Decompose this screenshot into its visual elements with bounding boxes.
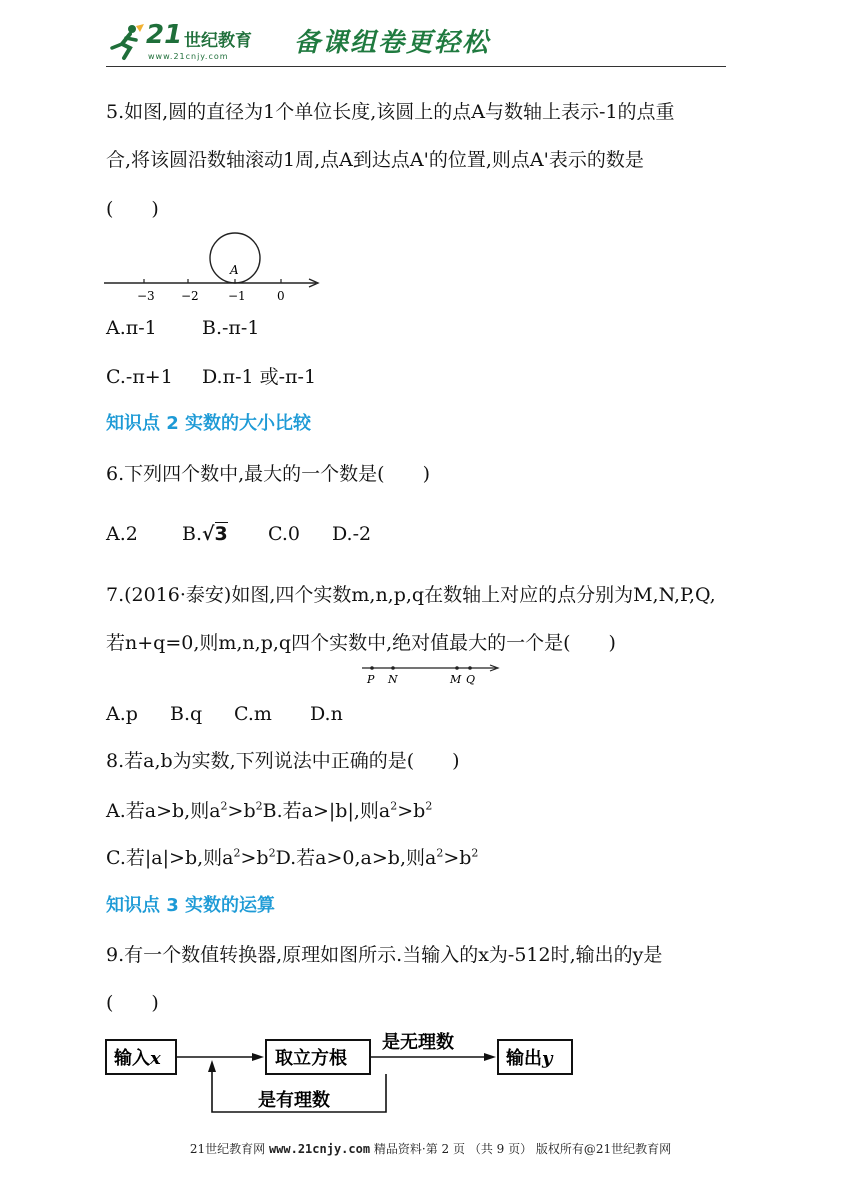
page-header <box>106 18 726 70</box>
footer-site-name: 21世纪教育网 <box>189 1142 266 1156</box>
q6-option-b[interactable] <box>182 522 268 546</box>
q6-option-a[interactable]: A.2 <box>106 523 138 545</box>
q6-option-d[interactable]: D.-2 <box>332 523 372 545</box>
knowledge-point-3-heading: 知识点 3 实数的运算 <box>106 895 276 916</box>
point-m-dot <box>455 666 459 670</box>
footer-page-info: 精品资料·第 2 页 （共 9 页） 版权所有@21世纪教育网 <box>373 1142 672 1156</box>
point-n-dot <box>391 666 395 670</box>
q8-option-b-text: B.若a>|b|,则a <box>262 800 391 822</box>
logo-url: www.21cnjy.com <box>148 52 229 61</box>
q5-options-row2 <box>106 365 316 389</box>
exponent: 2 <box>471 846 479 860</box>
cube-root-label: 取立方根 <box>275 1048 347 1069</box>
q8-option-c-rhs: >b <box>240 847 269 869</box>
arrow-head-icon <box>208 1060 216 1072</box>
q7-stem-line2: 若n+q=0,则m,n,p,q四个实数中,绝对值最大的一个是( ) <box>106 632 616 654</box>
exponent: 2 <box>233 846 241 860</box>
q5-option-a[interactable]: A.π-1 <box>106 317 157 339</box>
q8-option-a-text: A.若a>b,则a <box>106 800 221 822</box>
rational-branch-label: 是有理数 <box>258 1090 330 1111</box>
q6-option-c[interactable]: C.0 <box>268 523 300 545</box>
q8-option-a[interactable] <box>106 799 263 823</box>
q8-option-b-rhs: >b <box>397 800 426 822</box>
exponent: 2 <box>425 799 433 813</box>
exponent: 2 <box>220 799 228 813</box>
q7-option-a[interactable]: A.p <box>106 703 138 725</box>
runner-logo-icon <box>106 22 146 62</box>
header-slogan: 备课组卷更轻松 <box>294 28 491 58</box>
q9-stem-line1: 9.有一个数值转换器,原理如图所示.当输入的x为-512时,输出的y是 <box>106 944 663 966</box>
q7-options <box>106 702 343 726</box>
point-a-label: A <box>230 263 239 277</box>
knowledge-point-2-heading: 知识点 2 实数的大小比较 <box>106 413 312 434</box>
tick-label: −3 <box>137 289 155 303</box>
page-footer <box>0 1140 861 1157</box>
q5-option-c[interactable]: C.-π+1 <box>106 366 173 388</box>
point-p-label: P <box>367 673 375 686</box>
tick-label: 0 <box>277 289 285 303</box>
q5-stem-line2: 合,将该圆沿数轴滚动1周,点A到达点A'的位置,则点A'表示的数是 <box>106 149 644 171</box>
q8-option-d-rhs: >b <box>443 847 472 869</box>
logo-number: 21 <box>146 20 183 50</box>
q7-number-line-figure <box>362 660 502 686</box>
q8-options-row2 <box>106 846 478 870</box>
tick-label: −2 <box>181 289 199 303</box>
output-label: 输出y <box>506 1048 553 1069</box>
q6-radicand: 3 <box>214 523 228 545</box>
q8-option-c-text: C.若|a|>b,则a <box>106 847 234 869</box>
exponent: 2 <box>390 799 398 813</box>
q8-stem: 8.若a,b为实数,下列说法中正确的是( ) <box>106 750 460 772</box>
q6-stem: 6.下列四个数中,最大的一个数是( ) <box>106 463 430 485</box>
exponent: 2 <box>268 846 276 860</box>
tick-label: −1 <box>228 289 246 303</box>
q7-option-b[interactable]: B.q <box>170 703 203 725</box>
point-q-dot <box>468 666 472 670</box>
q8-option-d[interactable] <box>276 846 479 870</box>
q8-option-a-rhs: >b <box>227 800 256 822</box>
point-q-label: Q <box>466 673 476 686</box>
logo-text: 世纪教育 <box>184 31 252 51</box>
q9-flowchart <box>100 1024 580 1118</box>
arrow-head-icon <box>484 1053 496 1061</box>
q7-stem-line1: 7.(2016·泰安)如图,四个实数m,n,p,q在数轴上对应的点分别为M,N,P,Q, <box>106 584 716 606</box>
point-n-label: N <box>388 673 398 686</box>
q5-number-line-figure <box>104 230 324 306</box>
irrational-branch-label: 是无理数 <box>382 1032 454 1053</box>
input-label: 输入x <box>114 1048 161 1069</box>
header-divider <box>106 66 726 67</box>
q5-option-b[interactable]: B.-π-1 <box>202 317 260 339</box>
point-m-label: M <box>450 673 462 686</box>
footer-url-link[interactable]: www.21cnjy.com <box>268 1142 371 1156</box>
q9-answer-paren: ( ) <box>106 992 159 1014</box>
arrow-head-icon <box>252 1053 264 1061</box>
q7-option-d[interactable]: D.n <box>310 703 343 725</box>
q5-answer-paren: ( ) <box>106 198 159 220</box>
q8-option-b[interactable] <box>263 799 433 823</box>
q5-option-d[interactable]: D.π-1 或-π-1 <box>202 366 317 388</box>
sqrt-icon: √ <box>202 523 215 545</box>
q6-options <box>106 522 371 546</box>
q6-option-b-label: B. <box>182 523 203 545</box>
q5-options-row1 <box>106 316 259 340</box>
q8-option-c[interactable] <box>106 846 276 870</box>
exponent: 2 <box>436 846 444 860</box>
point-p-dot <box>370 666 374 670</box>
exponent: 2 <box>255 799 263 813</box>
q8-options-row1 <box>106 799 432 823</box>
q7-option-c[interactable]: C.m <box>234 703 272 725</box>
q5-stem-line1: 5.如图,圆的直径为1个单位长度,该圆上的点A与数轴上表示-1的点重 <box>106 101 675 123</box>
q8-option-d-text: D.若a>0,a>b,则a <box>275 847 437 869</box>
